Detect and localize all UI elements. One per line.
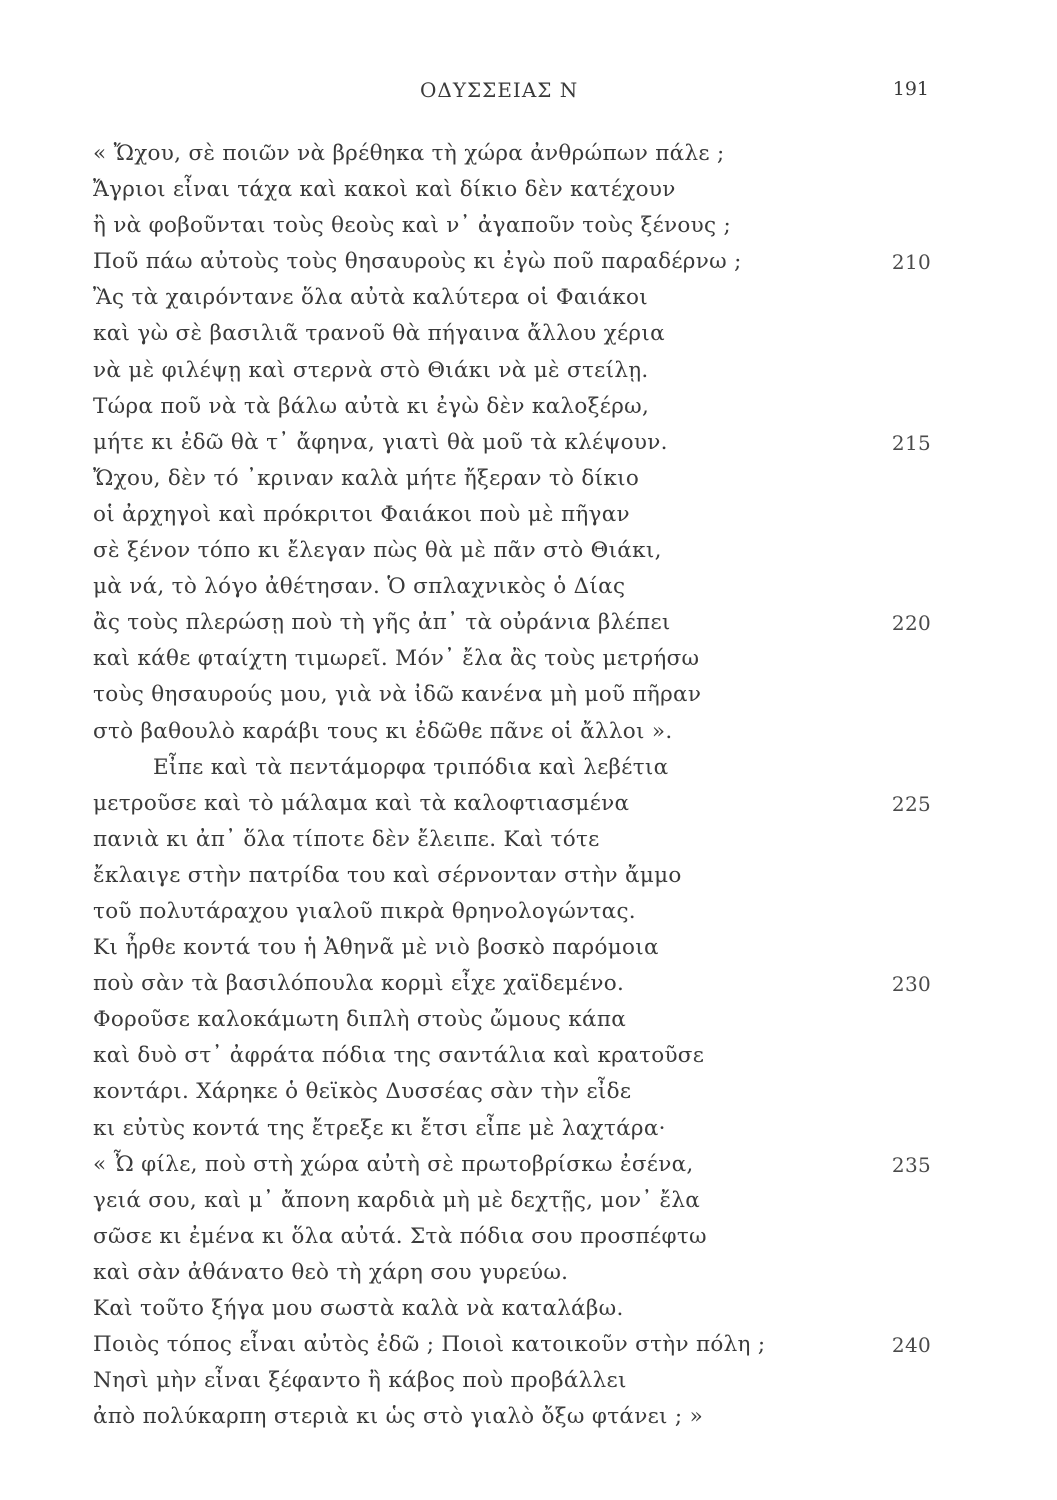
verse-line [93,641,943,677]
verse-line [93,1183,943,1219]
line-number: 225 [891,791,931,816]
verse-line [93,461,943,497]
verse-line [93,1002,943,1038]
verse-line [93,208,943,244]
verse-text: καὶ κάθε φταίχτη τιμωρεῖ. Μόν᾽ ἔλα ἂς τοὺς μετρήσω [93,646,700,672]
verse-line [93,786,943,822]
verse-line [93,714,943,750]
verse-text: μετροῦσε καὶ τὸ μάλαμα καὶ τὰ καλοφτιασμένα [93,790,630,816]
line-number: 220 [891,611,931,636]
verse-line [93,569,943,605]
verse-line [93,966,943,1002]
verse-text: μήτε κι ἐδῶ θὰ τ᾽ ἄφηνα, γιατὶ θὰ μοῦ τὰ κλέψουν. [93,429,668,455]
verse-text: καὶ γὼ σὲ βασιλιᾶ τρανοῦ θὰ πήγαινα ἄλλου χέρια [93,321,665,347]
verse-line [93,1074,943,1110]
verse-line [93,136,943,172]
line-number: 210 [891,250,931,275]
verse-line [93,1038,943,1074]
verse-text: καὶ σὰν ἀθάνατο θεὸ τὴ χάρη σου γυρεύω. [93,1259,569,1285]
verse-text: Ὤχου, δὲν τό ᾽κριναν καλὰ μήτε ἤξεραν τὸ δίκιο [93,465,640,491]
verse-text: κοντάρι. Χάρηκε ὁ θεϊκὸς Δυσσέας σὰν τὴν εἶδε [93,1079,632,1105]
verse-text: ἔκλαιγε στὴν πατρίδα του καὶ σέρνονταν στὴν ἄμμο [93,862,682,888]
verse-line [93,605,943,641]
verse-line [93,1363,943,1399]
verse-line [93,533,943,569]
verse-line [93,1219,943,1255]
verse-text: Νησὶ μὴν εἶναι ξέφαντο ἢ κάβος ποὺ προβάλλει [93,1368,627,1394]
verse-text: σῶσε κι ἐμένα κι ὅλα αὐτά. Στὰ πόδια σου προσπέφτω [93,1223,707,1249]
verse-text: Καὶ τοῦτο ξήγα μου σωστὰ καλὰ νὰ καταλάβω. [93,1296,624,1321]
verse-line [93,1291,943,1327]
verse-line [93,389,943,425]
verse-text: μὰ νά, τὸ λόγο ἀθέτησαν. Ὁ σπλαχνικὸς ὁ Δίας [93,574,626,600]
verse-line [93,425,943,461]
running-title: ΟΔΥΣΣΕΙΑΣ Ν [420,78,579,102]
verse-text: γειά σου, καὶ μ᾽ ἄπονη καρδιὰ μὴ μὲ δεχτῇς, μον᾽ ἔλα [93,1187,701,1213]
poem-text [93,136,943,1435]
verse-line [93,1327,943,1363]
verse-line [93,497,943,533]
running-head [0,78,1057,102]
verse-text: οἱ ἀρχηγοὶ καὶ πρόκριτοι Φαιάκοι ποὺ μὲ πῆγαν [93,501,630,527]
verse-text: Φοροῦσε καλοκάμωτη διπλὴ στοὺς ὤμους κάπα [93,1007,627,1033]
verse-text: πανιὰ κι ἀπ᾽ ὅλα τίποτε δὲν ἔλειπε. Καὶ τότε [93,826,600,852]
verse-text: καὶ δυὸ στ᾽ ἀφράτα πόδια της σαντάλια καὶ κρατοῦσε [93,1043,705,1069]
verse-line [93,280,943,316]
verse-text: ἂς τοὺς πλερώσῃ ποὺ τὴ γῆς ἀπ᾽ τὰ οὐράνια βλέπει [93,610,671,636]
verse-line [93,894,943,930]
verse-text: Ἄγριοι εἶναι τάχα καὶ κακοὶ καὶ δίκιο δὲν κατέχουν [93,177,676,203]
line-number: 240 [891,1333,931,1358]
verse-line [93,930,943,966]
verse-line [93,1255,943,1291]
verse-text: κι εὐτὺς κοντά της ἔτρεξε κι ἔτσι εἶπε μὲ λαχτάρα· [93,1115,666,1141]
verse-text: Κι ἦρθε κοντά του ἡ Ἀθηνᾶ μὲ νιὸ βοσκὸ παρόμοια [93,935,659,961]
verse-text: τοῦ πολυτάραχου γιαλοῦ πικρὰ θρηνολογώντας. [93,898,636,924]
verse-text: ἀπὸ πολύκαρπη στεριὰ κι ὡς στὸ γιαλὸ ὄξω φτάνει ; » [93,1404,704,1430]
verse-text: ἢ νὰ φοβοῦνται τοὺς θεοὺς καὶ ν᾽ ἀγαποῦν τοὺς ξένους ; [93,213,732,239]
verse-line [93,1399,943,1435]
verse-text: Ποῦ πάω αὐτοὺς τοὺς θησαυροὺς κι ἐγὼ ποῦ παραδέρνω ; [93,249,742,275]
verse-line [93,316,943,352]
verse-line [93,172,943,208]
verse-text: « Ὦ φίλε, ποὺ στὴ χώρα αὐτὴ σὲ πρωτοβρίσκω ἐσένα, [93,1151,694,1177]
verse-text: « Ὤχου, σὲ ποιῶν νὰ βρέθηκα τὴ χώρα ἀνθρώπων πάλε ; [93,141,725,166]
verse-line [93,858,943,894]
verse-text: Ἂς τὰ χαιρόντανε ὅλα αὐτὰ καλύτερα οἱ Φαιάκοι [93,285,648,311]
verse-line [93,244,943,280]
line-number: 235 [891,1152,931,1177]
verse-line [93,822,943,858]
verse-text: Τώρα ποῦ νὰ τὰ βάλω αὐτὰ κι ἐγὼ δὲν καλοξέρω, [93,393,650,419]
page-number: 191 [892,78,929,100]
verse-line [93,1111,943,1147]
verse-line [93,750,943,786]
line-number: 215 [891,430,931,455]
verse-text: νὰ μὲ φιλέψῃ καὶ στερνὰ στὸ Θιάκι νὰ μὲ στείλῃ. [93,357,649,383]
verse-text: Εἶπε καὶ τὰ πεντάμορφα τριπόδια καὶ λεβέτια [153,754,669,780]
verse-line [93,677,943,713]
verse-line [93,353,943,389]
verse-text: τοὺς θησαυρούς μου, γιὰ νὰ ἰδῶ κανένα μὴ μοῦ πῆραν [93,682,702,708]
line-number: 230 [891,972,931,997]
verse-text: ποὺ σὰν τὰ βασιλόπουλα κορμὶ εἶχε χαϊδεμένο. [93,971,625,997]
verse-text: στὸ βαθουλὸ καράβι τους κι ἐδῶθε πᾶνε οἱ ἄλλοι ». [93,718,673,744]
verse-text: Ποιὸς τόπος εἶναι αὐτὸς ἐδῶ ; Ποιοὶ κατοικοῦν στὴν πόλη ; [93,1332,766,1358]
verse-text: σὲ ξένον τόπο κι ἔλεγαν πὼς θὰ μὲ πᾶν στὸ Θιάκι, [93,538,662,564]
verse-line [93,1147,943,1183]
